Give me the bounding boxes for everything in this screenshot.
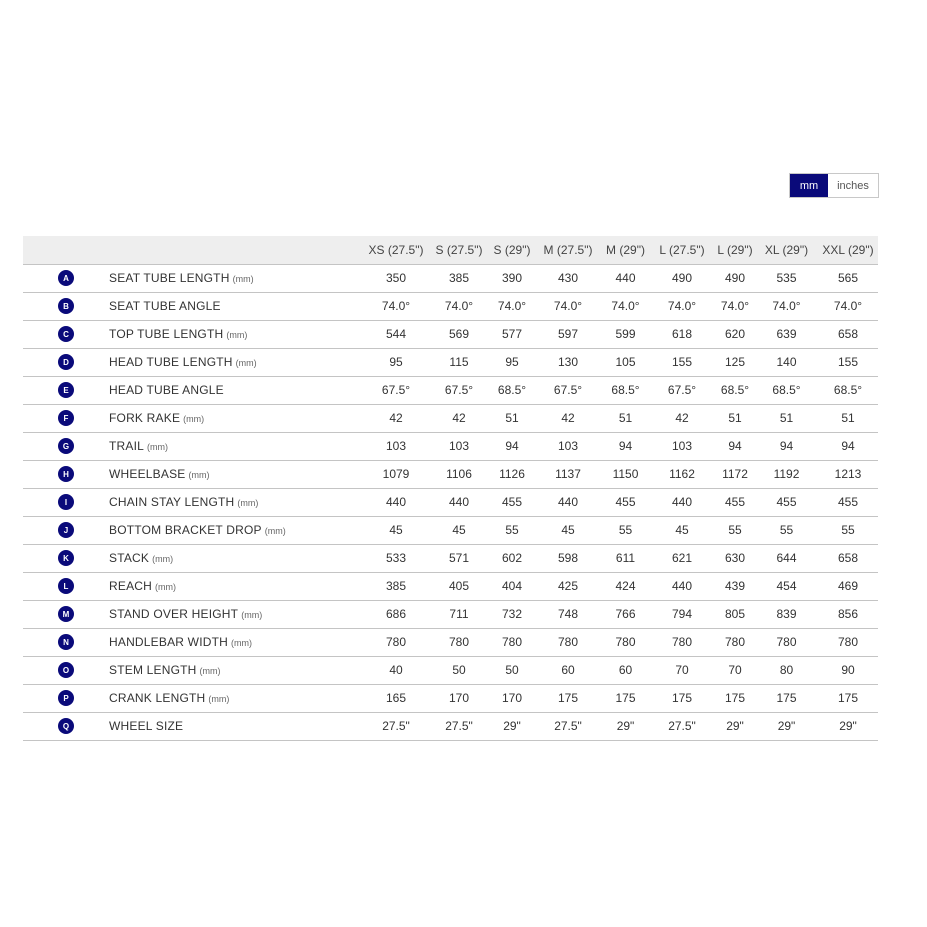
table-cell: 50 xyxy=(505,663,519,677)
table-row xyxy=(23,712,878,740)
table-cell: 748 xyxy=(557,607,579,621)
table-cell: 103 xyxy=(557,439,579,453)
table-row xyxy=(23,348,878,376)
header-letter-spacer xyxy=(23,236,109,264)
table-cell: 155 xyxy=(837,355,859,369)
table-cell: 74.0° xyxy=(611,299,640,313)
table-cell: 42 xyxy=(452,411,466,425)
row-letter-cell xyxy=(23,628,109,656)
table-cell: 533 xyxy=(385,551,407,565)
row-letter-badge: P xyxy=(58,690,74,706)
table-cell: 1137 xyxy=(555,467,581,481)
table-cell: 67.5° xyxy=(553,383,583,397)
table-cell: 95 xyxy=(389,355,403,369)
table-cell: 440 xyxy=(671,495,693,509)
row-letter-cell xyxy=(23,264,109,292)
table-cell: 350 xyxy=(385,271,407,285)
table-cell: 175 xyxy=(837,691,859,705)
table-row xyxy=(23,544,878,572)
table-cell: 140 xyxy=(776,355,797,369)
row-label-cell xyxy=(109,264,364,292)
table-cell: 94 xyxy=(728,439,742,453)
table-cell: 74.0° xyxy=(772,299,801,313)
row-letter-badge: I xyxy=(58,494,74,510)
column-header: S (29") xyxy=(493,242,531,257)
row-label: WHEEL SIZE xyxy=(109,719,184,733)
table-row xyxy=(23,684,878,712)
table-cell: 27.5" xyxy=(668,719,696,733)
row-label: STEM LENGTH xyxy=(109,663,197,677)
row-label: BOTTOM BRACKET DROP xyxy=(109,523,262,537)
table-cell: 55 xyxy=(505,523,519,537)
row-letter-cell xyxy=(23,572,109,600)
row-unit: (mm) xyxy=(232,274,254,284)
table-cell: 94 xyxy=(779,439,794,453)
row-unit: (mm) xyxy=(155,582,177,592)
table-cell: 780 xyxy=(448,635,470,649)
row-label-cell xyxy=(109,656,364,684)
table-cell: 74.0° xyxy=(833,299,863,313)
table-cell: 74.0° xyxy=(444,299,474,313)
row-label: CRANK LENGTH xyxy=(109,691,206,705)
table-cell: 425 xyxy=(557,579,579,593)
table-cell: 45 xyxy=(561,523,575,537)
table-cell: 805 xyxy=(724,607,746,621)
table-cell: 455 xyxy=(776,495,797,509)
row-letter-badge: G xyxy=(58,438,74,454)
table-cell: 125 xyxy=(724,355,746,369)
table-cell: 42 xyxy=(675,411,689,425)
table-row xyxy=(23,292,878,320)
row-letter-badge: F xyxy=(58,410,74,426)
table-cell: 155 xyxy=(671,355,693,369)
unit-mm-button[interactable]: mm xyxy=(790,174,828,197)
row-letter-cell xyxy=(23,544,109,572)
table-cell: 55 xyxy=(618,523,633,537)
table-cell: 42 xyxy=(561,411,575,425)
row-letter-cell xyxy=(23,292,109,320)
row-letter-badge: K xyxy=(58,550,74,566)
table-cell: 565 xyxy=(837,271,859,285)
column-header: M (29") xyxy=(606,242,645,257)
table-cell: 103 xyxy=(448,439,470,453)
unit-inches-button[interactable]: inches xyxy=(828,174,878,197)
table-cell: 60 xyxy=(618,663,633,677)
row-label-cell xyxy=(109,348,364,376)
row-unit: (mm) xyxy=(208,694,230,704)
table-cell: 115 xyxy=(449,355,469,369)
row-unit: (mm) xyxy=(231,638,253,648)
row-letter-badge: B xyxy=(58,298,74,314)
row-unit: (mm) xyxy=(264,526,286,536)
column-header: XS (27.5") xyxy=(368,242,424,257)
table-cell: 103 xyxy=(385,439,407,453)
table-cell: 630 xyxy=(724,551,746,565)
row-letter-cell xyxy=(23,656,109,684)
table-cell: 50 xyxy=(452,663,466,677)
table-row xyxy=(23,264,878,292)
table-cell: 103 xyxy=(671,439,693,453)
table-cell: 1079 xyxy=(382,467,410,481)
table-cell: 620 xyxy=(724,327,746,341)
table-cell: 780 xyxy=(671,635,693,649)
table-cell: 405 xyxy=(448,579,470,593)
row-label: REACH xyxy=(109,579,153,593)
table-cell: 1150 xyxy=(612,467,639,481)
row-label-cell xyxy=(109,292,364,320)
table-cell: 599 xyxy=(615,327,636,341)
row-letter-badge: D xyxy=(58,354,74,370)
row-letter-badge: N xyxy=(58,634,74,650)
table-cell: 74.0° xyxy=(667,299,697,313)
table-cell: 29" xyxy=(726,719,744,733)
table-cell: 55 xyxy=(728,523,742,537)
row-unit: (mm) xyxy=(237,498,259,508)
table-cell: 175 xyxy=(776,691,797,705)
table-cell: 577 xyxy=(501,327,523,341)
table-cell: 90 xyxy=(841,663,855,677)
row-letter-cell xyxy=(23,404,109,432)
table-cell: 440 xyxy=(385,495,407,509)
table-cell: 51 xyxy=(841,411,855,425)
table-cell: 711 xyxy=(449,607,469,621)
column-header: S (27.5") xyxy=(435,242,483,257)
row-unit: (mm) xyxy=(226,330,248,340)
table-cell: 856 xyxy=(837,607,859,621)
table-cell: 29" xyxy=(616,719,635,733)
row-label-cell xyxy=(109,376,364,404)
table-cell: 686 xyxy=(385,607,407,621)
row-letter-cell xyxy=(23,488,109,516)
table-row xyxy=(23,404,878,432)
table-cell: 597 xyxy=(557,327,579,341)
table-cell: 569 xyxy=(448,327,470,341)
table-cell: 40 xyxy=(389,663,403,677)
row-letter-cell xyxy=(23,516,109,544)
row-label: STAND OVER HEIGHT xyxy=(109,607,239,621)
table-cell: 80 xyxy=(779,663,794,677)
table-header-row xyxy=(23,236,878,264)
table-cell: 175 xyxy=(671,691,693,705)
row-letter-cell xyxy=(23,600,109,628)
table-cell: 45 xyxy=(389,523,403,537)
table-cell: 170 xyxy=(448,691,470,705)
table-cell: 780 xyxy=(385,635,407,649)
table-cell: 94 xyxy=(841,439,855,453)
row-label-cell xyxy=(109,460,364,488)
table-cell: 1106 xyxy=(446,467,472,481)
table-cell: 94 xyxy=(618,439,633,453)
row-letter-badge: M xyxy=(58,606,74,622)
table-row xyxy=(23,488,878,516)
table-cell: 55 xyxy=(841,523,855,537)
table-cell: 70 xyxy=(728,663,742,677)
row-label-cell xyxy=(109,572,364,600)
table-cell: 74.0° xyxy=(553,299,583,313)
row-letter-badge: O xyxy=(58,662,74,678)
row-unit: (mm) xyxy=(241,610,263,620)
table-cell: 67.5° xyxy=(444,383,474,397)
row-unit: (mm) xyxy=(152,554,174,564)
table-cell: 94 xyxy=(505,439,519,453)
table-cell: 29" xyxy=(503,719,521,733)
table-cell: 439 xyxy=(724,579,746,593)
table-cell: 732 xyxy=(501,607,523,621)
table-cell: 455 xyxy=(837,495,859,509)
table-cell: 68.5° xyxy=(611,383,640,397)
table-cell: 385 xyxy=(448,271,470,285)
geometry-table xyxy=(23,236,878,741)
row-letter-cell xyxy=(23,320,109,348)
table-row xyxy=(23,432,878,460)
table-cell: 51 xyxy=(618,411,633,425)
table-cell: 390 xyxy=(501,271,523,285)
table-cell: 27.5" xyxy=(382,719,410,733)
table-cell: 68.5° xyxy=(833,383,863,397)
row-label-cell xyxy=(109,628,364,656)
table-cell: 45 xyxy=(675,523,689,537)
column-header: M (27.5") xyxy=(543,242,593,257)
table-body xyxy=(23,264,878,740)
row-letter-cell xyxy=(23,684,109,712)
table-cell: 455 xyxy=(615,495,636,509)
table-row xyxy=(23,656,878,684)
table-cell: 490 xyxy=(671,271,693,285)
row-label: STACK xyxy=(109,551,150,565)
table-cell: 1192 xyxy=(773,467,800,481)
table-cell: 105 xyxy=(615,355,636,369)
row-label-cell xyxy=(109,320,364,348)
row-label: SEAT TUBE LENGTH xyxy=(109,271,230,285)
table-cell: 1172 xyxy=(722,467,748,481)
table-cell: 67.5° xyxy=(667,383,697,397)
table-cell: 27.5" xyxy=(554,719,582,733)
table-cell: 780 xyxy=(724,635,746,649)
table-cell: 440 xyxy=(671,579,693,593)
row-letter-cell xyxy=(23,460,109,488)
table-cell: 68.5° xyxy=(497,383,527,397)
row-letter-badge: E xyxy=(58,382,74,398)
table-cell: 618 xyxy=(671,327,693,341)
row-label: HEAD TUBE LENGTH xyxy=(109,355,233,369)
table-cell: 430 xyxy=(557,271,579,285)
table-cell: 644 xyxy=(776,551,797,565)
table-cell: 29" xyxy=(839,719,857,733)
table-cell: 621 xyxy=(671,551,693,565)
table-cell: 440 xyxy=(615,271,636,285)
table-cell: 639 xyxy=(776,327,797,341)
table-cell: 469 xyxy=(837,579,859,593)
table-row xyxy=(23,320,878,348)
table-row xyxy=(23,600,878,628)
table-cell: 55 xyxy=(779,523,794,537)
row-unit: (mm) xyxy=(199,666,221,676)
table-cell: 455 xyxy=(724,495,746,509)
table-cell: 658 xyxy=(837,551,859,565)
header-label-spacer xyxy=(109,236,364,264)
table-cell: 27.5" xyxy=(445,719,473,733)
table-cell: 175 xyxy=(557,691,579,705)
table-cell: 68.5° xyxy=(772,383,801,397)
table-cell: 490 xyxy=(724,271,746,285)
row-unit: (mm) xyxy=(188,470,210,480)
row-label: WHEELBASE xyxy=(109,467,186,481)
table-cell: 74.0° xyxy=(381,299,411,313)
row-label-cell xyxy=(109,544,364,572)
table-cell: 794 xyxy=(671,607,693,621)
row-unit: (mm) xyxy=(235,358,257,368)
row-label: TRAIL xyxy=(109,439,145,453)
column-header: XXL (29") xyxy=(822,242,874,257)
table-cell: 130 xyxy=(557,355,579,369)
table-row xyxy=(23,376,878,404)
row-letter-badge: J xyxy=(58,522,74,538)
row-letter-badge: C xyxy=(58,326,74,342)
table-cell: 51 xyxy=(728,411,742,425)
row-label-cell xyxy=(109,516,364,544)
row-letter-cell xyxy=(23,348,109,376)
table-cell: 175 xyxy=(615,691,636,705)
table-cell: 70 xyxy=(675,663,689,677)
row-letter-badge: H xyxy=(58,466,74,482)
table-cell: 766 xyxy=(615,607,636,621)
row-letter-cell xyxy=(23,376,109,404)
column-header: XL (29") xyxy=(764,242,809,257)
table-cell: 602 xyxy=(501,551,523,565)
row-label-cell xyxy=(109,404,364,432)
row-label-cell xyxy=(109,600,364,628)
row-letter-cell xyxy=(23,432,109,460)
table-cell: 1126 xyxy=(499,467,525,481)
table-cell: 535 xyxy=(776,271,797,285)
table-cell: 1213 xyxy=(834,467,862,481)
row-label: TOP TUBE LENGTH xyxy=(109,327,224,341)
row-label-cell xyxy=(109,684,364,712)
column-header: L (27.5") xyxy=(659,242,705,257)
table-cell: 780 xyxy=(501,635,523,649)
table-row xyxy=(23,572,878,600)
column-header: L (29") xyxy=(717,242,753,257)
table-cell: 440 xyxy=(557,495,579,509)
table-cell: 839 xyxy=(776,607,797,621)
row-label-cell xyxy=(109,488,364,516)
row-label: SEAT TUBE ANGLE xyxy=(109,299,221,313)
row-label: CHAIN STAY LENGTH xyxy=(109,495,235,509)
row-unit: (mm) xyxy=(183,414,205,424)
table-cell: 780 xyxy=(776,635,797,649)
table-cell: 385 xyxy=(385,579,407,593)
table-row xyxy=(23,516,878,544)
table-cell: 611 xyxy=(615,551,636,565)
table-cell: 544 xyxy=(385,327,407,341)
table-cell: 165 xyxy=(385,691,407,705)
table-row xyxy=(23,628,878,656)
row-letter-badge: L xyxy=(58,578,74,594)
table-cell: 74.0° xyxy=(497,299,527,313)
table-cell: 658 xyxy=(837,327,859,341)
unit-toggle xyxy=(789,173,879,198)
table-cell: 45 xyxy=(452,523,466,537)
table-cell: 571 xyxy=(448,551,470,565)
table-cell: 780 xyxy=(557,635,579,649)
table-cell: 29" xyxy=(777,719,796,733)
table-cell: 95 xyxy=(505,355,519,369)
table-cell: 780 xyxy=(837,635,859,649)
row-label-cell xyxy=(109,432,364,460)
table-cell: 175 xyxy=(724,691,746,705)
row-unit: (mm) xyxy=(147,442,169,452)
table-cell: 440 xyxy=(448,495,470,509)
table-cell: 424 xyxy=(615,579,636,593)
table-cell: 68.5° xyxy=(720,383,750,397)
table-cell: 1162 xyxy=(669,467,695,481)
table-cell: 51 xyxy=(779,411,794,425)
table-cell: 170 xyxy=(501,691,523,705)
table-row xyxy=(23,460,878,488)
row-letter-badge: Q xyxy=(58,718,74,734)
table-cell: 454 xyxy=(776,579,797,593)
table-cell: 455 xyxy=(501,495,523,509)
row-label-cell xyxy=(109,712,364,740)
table-cell: 598 xyxy=(557,551,579,565)
table-cell: 74.0° xyxy=(720,299,750,313)
row-letter-cell xyxy=(23,712,109,740)
table-cell: 42 xyxy=(389,411,403,425)
table-cell: 780 xyxy=(615,635,636,649)
table-cell: 67.5° xyxy=(381,383,411,397)
table-cell: 51 xyxy=(505,411,519,425)
table-cell: 404 xyxy=(501,579,523,593)
row-label: HANDLEBAR WIDTH xyxy=(109,635,229,649)
table-cell: 60 xyxy=(561,663,575,677)
row-label: HEAD TUBE ANGLE xyxy=(109,383,224,397)
row-letter-badge: A xyxy=(58,270,74,286)
row-label: FORK RAKE xyxy=(109,411,181,425)
